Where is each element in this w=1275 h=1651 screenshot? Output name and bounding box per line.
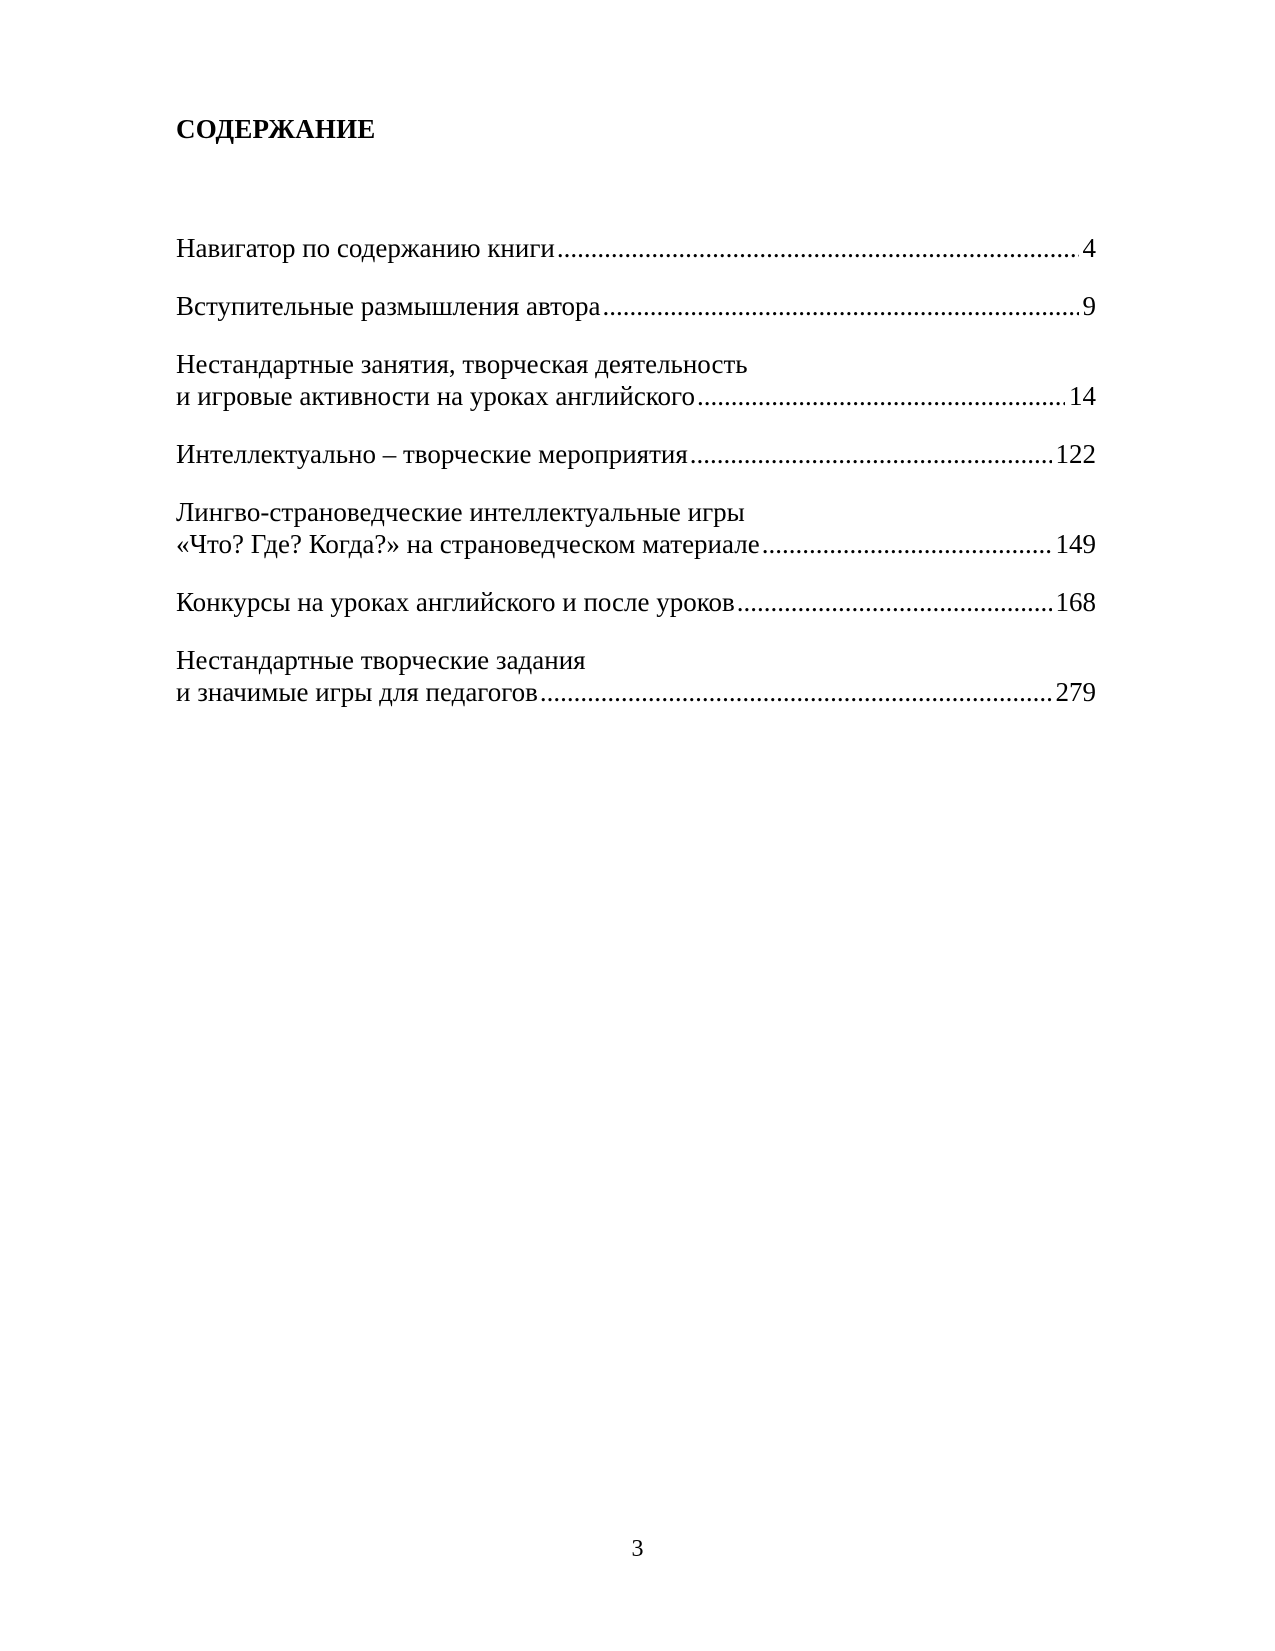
toc-entry-title-line-2: «Что? Где? Когда?» на страноведческом материале (176, 529, 760, 559)
toc-page-number: 14 (1069, 381, 1096, 411)
toc-page-number: 168 (1055, 587, 1096, 617)
page-title: СОДЕРЖАНИЕ (176, 114, 376, 144)
toc-entry-title-line-2: и игровые активности на уроках английского (176, 381, 695, 411)
toc-entry-navigator[interactable] (176, 232, 1096, 264)
toc-leader-dots (762, 528, 1052, 560)
toc-entry-intellectual-events[interactable] (176, 438, 1096, 470)
toc-leader-dots (697, 380, 1065, 412)
toc-page-number: 122 (1055, 439, 1096, 469)
toc-page-number: 279 (1055, 677, 1096, 707)
toc-entry-title-line-2: и значимые игры для педагогов (176, 677, 538, 707)
toc-entry-title: Навигатор по содержанию книги (176, 233, 555, 263)
toc-entry-tasks-for-teachers[interactable] (176, 644, 1096, 708)
toc-entry-introduction[interactable] (176, 290, 1096, 322)
toc-entry-linguistic-games[interactable] (176, 496, 1096, 560)
toc-page-number: 4 (1082, 233, 1096, 263)
toc-leader-dots (540, 676, 1052, 708)
toc-entry-title-line-1: Нестандартные занятия, творческая деятельность (176, 349, 748, 379)
toc-entry-title-line-1: Нестандартные творческие задания (176, 645, 586, 675)
toc-page-number: 149 (1055, 529, 1096, 559)
toc-page-number: 9 (1082, 291, 1096, 321)
toc-entry-contests[interactable] (176, 586, 1096, 618)
page-number: 3 (631, 1536, 644, 1562)
toc-leader-dots (737, 586, 1052, 618)
toc-leader-dots (690, 438, 1052, 470)
toc-entry-nonstandard-lessons[interactable] (176, 348, 1096, 412)
toc-leader-dots (603, 290, 1079, 322)
toc-entry-title: Вступительные размышления автора (176, 291, 601, 321)
toc-entry-title-line-1: Лингво-страноведческие интеллектуальные игры (176, 497, 745, 527)
toc-leader-dots (557, 232, 1079, 264)
table-of-contents (176, 232, 1096, 734)
toc-entry-title: Интеллектуально – творческие мероприятия (176, 439, 688, 469)
toc-entry-title: Конкурсы на уроках английского и после уроков (176, 587, 735, 617)
